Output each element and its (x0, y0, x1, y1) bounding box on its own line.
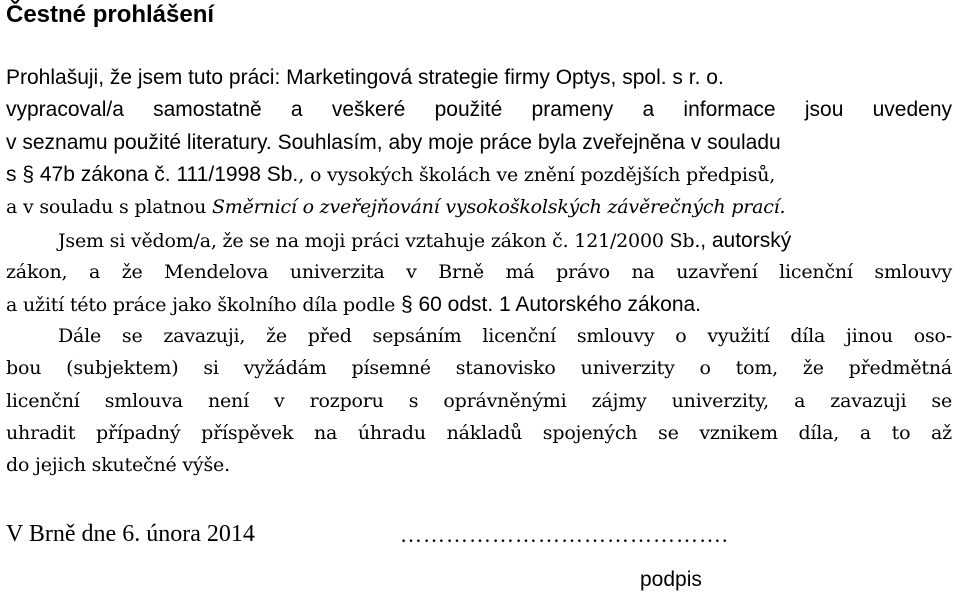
place-and-date: V Brně dne 6. února 2014 (6, 521, 255, 547)
text-line-6-end: , autorský (700, 229, 792, 252)
text-line-8 (6, 293, 701, 317)
copyright-act-reference: § 60 odst. 1 Autorského zákona. (400, 293, 702, 316)
page-title: Čestné prohlášení (6, 1, 215, 28)
text-line-8-start: a užití této práce jako školního díla podle (6, 294, 401, 316)
signature-label: podpis (640, 568, 702, 591)
text-line-2: vypracoval/a samostatně a veškeré použité prameny a informace jsou uvedeny (6, 98, 952, 121)
text-line-7: zákon, a že Mendelova univerzita v Brně má právo na uzavření licenční smlouvy (6, 261, 952, 283)
text-line-4-rest: , o vysokých školách ve znění pozdějších předpisů, (298, 164, 776, 186)
text-line-6 (58, 229, 791, 253)
text-line-3: v seznamu použité literatury. Souhlasím, aby moje práce byla zveřejněna v souladu (6, 131, 781, 154)
text-line-4 (6, 163, 775, 187)
text-line-5-start: a v souladu s platnou (6, 196, 212, 218)
signature-line: ……………………………………. (400, 522, 729, 547)
text-line-5 (6, 196, 785, 218)
text-line-10: bou (subjektem) si vyžádám písemné stanovisko univerzity o tom, že předmětná (6, 357, 952, 379)
text-line-13: do jejich skutečné výše. (6, 454, 230, 476)
text-line-11: licenční smlouva není v rozporu s oprávněnými zájmy univerzity, a zavazuji se (6, 390, 952, 412)
directive-title: Směrnicí o zveřejňování vysokoškolských závěrečných prací. (211, 196, 786, 218)
law-reference: s § 47b zákona č. 111/1998 Sb. (6, 163, 299, 186)
text-line-6-start: Jsem si vědom/a, že se na moji práci vztahuje zákon č. 121/2000 Sb. (58, 230, 701, 252)
text-line-12: uhradit případný příspěvek na úhradu nákladů spojených se vznikem díla, a to až (6, 422, 952, 444)
text-line-1: Prohlašuji, že jsem tuto práci: Marketingová strategie firmy Optys, spol. s r. o. (6, 66, 724, 89)
text-line-9: Dále se zavazuji, že před sepsáním licenční smlouvy o využití díla jinou oso- (58, 325, 952, 347)
